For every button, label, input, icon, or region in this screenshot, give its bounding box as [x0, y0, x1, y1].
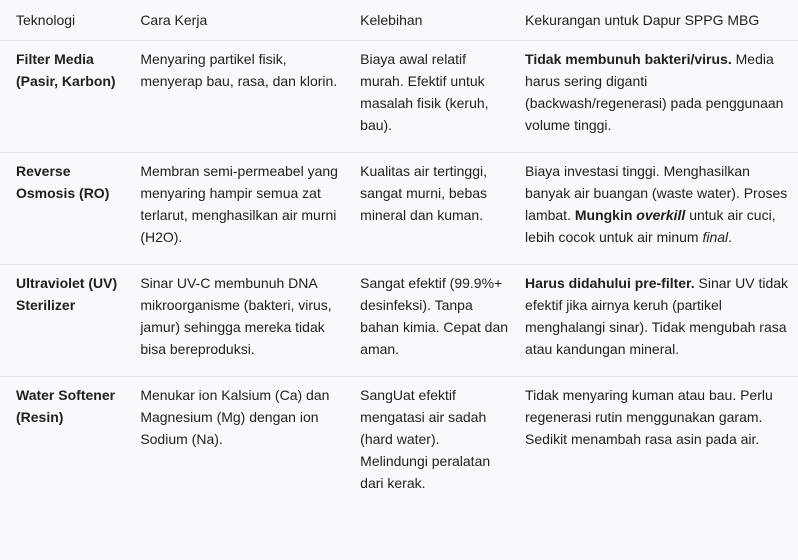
how-cell: Sinar UV-C membunuh DNA mikroorganisme (bakteri, virus, jamur) sehingga mereka tidak bisa bereproduksi.	[132, 265, 352, 377]
cons-cell	[517, 265, 798, 377]
how-cell: Menukar ion Kalsium (Ca) dan Magnesium (Mg) dengan ion Sodium (Na).	[132, 377, 352, 511]
table-row	[0, 377, 798, 511]
cons-text: Media harus sering diganti (backwash/regenerasi) pada penggunaan volume tinggi.	[525, 51, 784, 133]
technology-name: Water Softener (Resin)	[16, 387, 116, 425]
technology-name: Reverse Osmosis (RO)	[16, 163, 110, 201]
cons-text: untuk air cuci, lebih cocok untuk air minum	[525, 207, 776, 245]
cons-bold: Mungkin	[574, 207, 637, 223]
cons-bold-italic: overkill	[636, 207, 686, 223]
header-technology: Teknologi	[16, 12, 76, 28]
table-row	[0, 265, 798, 377]
how-cell: Membran semi-permeabel yang menyaring hampir semua zat terlarut, menghasilkan air murni (H2O).	[132, 153, 352, 265]
header-cons: Kekurangan untuk Dapur SPPG MBG	[525, 12, 760, 28]
how-cell: Menyaring partikel fisik, menyerap bau, rasa, dan klorin.	[132, 41, 352, 153]
cons-text: Sinar UV tidak efektif jika airnya keruh (partikel menghalangi sinar). Tidak mengubah rasa atau kandungan mineral.	[525, 275, 789, 357]
cons-cell	[517, 153, 798, 265]
pros-cell: Kualitas air tertinggi, sangat murni, bebas mineral dan kuman.	[352, 153, 517, 265]
pros-cell: Sangat efektif (99.9%+ desinfeksi). Tanpa bahan kimia. Cepat dan aman.	[352, 265, 517, 377]
table-row	[0, 153, 798, 265]
technology-name: Ultraviolet (UV) Sterilizer	[16, 275, 118, 313]
header-how-it-works: Cara Kerja	[140, 12, 208, 28]
cons-text: Biaya investasi tinggi. Menghasilkan banyak air buangan (waste water). Proses lambat.	[525, 163, 788, 223]
cons-text: .	[728, 229, 733, 245]
cons-bold: Harus didahului pre-filter.	[525, 275, 695, 291]
cons-cell: Tidak menyaring kuman atau bau. Perlu regenerasi rutin menggunakan garam. Sedikit menambah rasa asin pada air.	[517, 377, 798, 511]
pros-cell: SangUat efektif mengatasi air sadah (hard water). Melindungi peralatan dari kerak.	[352, 377, 517, 511]
technology-name: Filter Media (Pasir, Karbon)	[16, 51, 116, 89]
table-row	[0, 41, 798, 153]
header-row	[0, 0, 798, 41]
pros-cell: Biaya awal relatif murah. Efektif untuk masalah fisik (keruh, bau).	[352, 41, 517, 153]
cons-bold: Tidak membunuh bakteri/virus.	[525, 51, 732, 67]
cons-italic: final	[702, 229, 729, 245]
header-pros: Kelebihan	[360, 12, 423, 28]
cons-cell	[517, 41, 798, 153]
